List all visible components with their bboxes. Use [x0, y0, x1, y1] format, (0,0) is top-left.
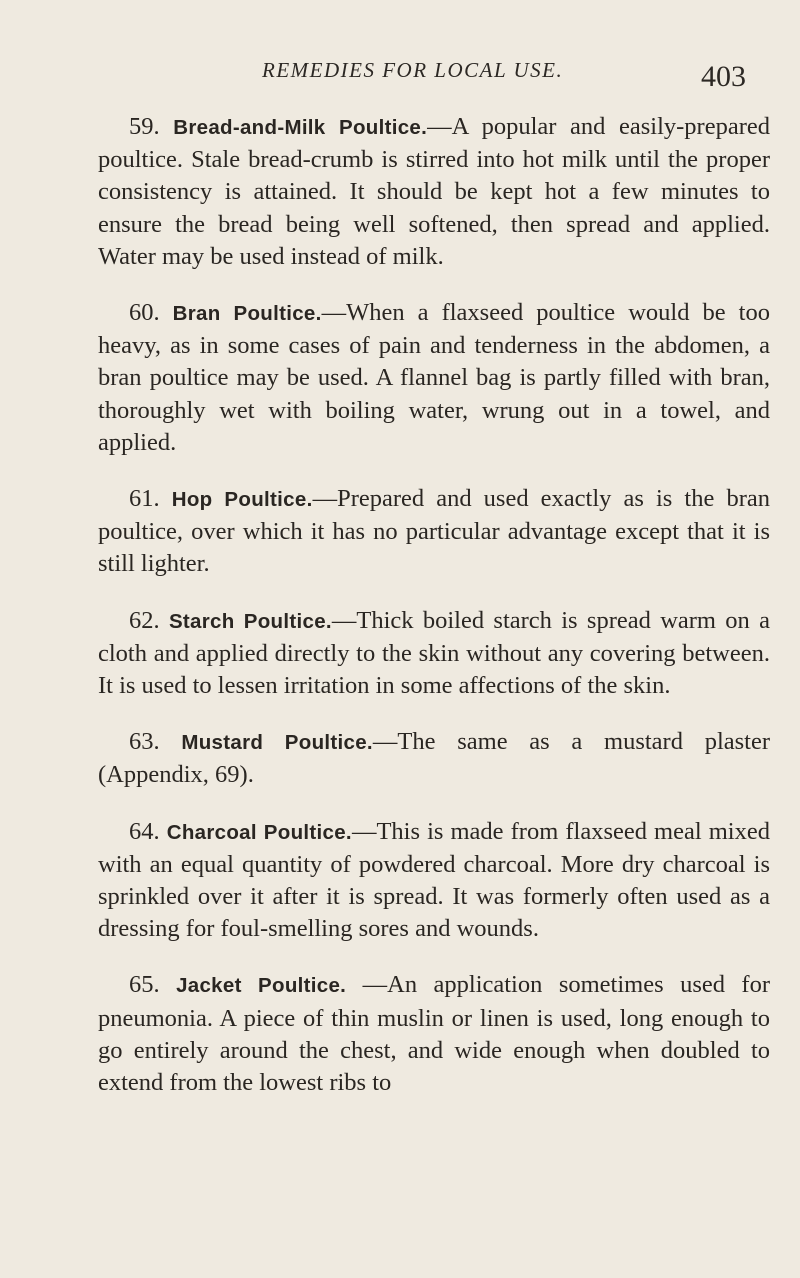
page-body: [98, 111, 770, 1099]
entry-starch-poultice: [98, 605, 770, 703]
running-head: REMEDIES FOR LOCAL USE.: [262, 58, 564, 82]
entry-charcoal-poultice: [98, 816, 770, 946]
entry-number: 59.: [129, 113, 160, 140]
entry-heading: Jacket Poultice.: [176, 974, 347, 998]
entry-number: 65.: [129, 971, 160, 999]
entry-number: 62.: [129, 606, 160, 634]
entry-text: —When a flaxseed poultice would be too heavy, as in some cases of pain and tenderness in the abdomen, a bran poultice may be used. A flannel bag is partly filled with bran, thoroughly wet with boiling water, wrung out in a towel, and applied.: [98, 299, 770, 456]
entry-heading: Starch Poultice.: [168, 609, 332, 633]
entry-heading: Bran Poultice.: [172, 302, 322, 326]
entry-text: —This is made from flaxseed meal mixed with an equal quantity of powdered charcoal. More dry charcoal is sprinkled over it after it is spread. It was formerly often used as a dressing for foul-smelling sores and wounds.: [98, 817, 770, 943]
entry-heading: Mustard Poultice.: [181, 731, 373, 755]
entry-text: —Prepared and used exactly as is the bran poultice, over which it has no particular advantage except that it is still lighter.: [98, 485, 770, 578]
entry-number: 63.: [129, 728, 160, 756]
entry-heading: Bread-and-Milk Poultice.: [173, 116, 428, 139]
entry-text: —Thick boiled starch is spread warm on a cloth and applied directly to the skin without any covering between. It is used to lessen irritation in some affections of the skin.: [98, 606, 770, 700]
entry-hop-poultice: [98, 483, 770, 581]
entry-number: 60.: [129, 299, 160, 327]
entry-number: 61.: [129, 485, 160, 513]
entry-text: —An application sometimes used for pneumonia. A piece of thin muslin or linen is used, long enough to go entirely around the chest, and wide enough when doubled to extend from the lowest ribs to: [98, 971, 770, 1097]
entry-heading: Hop Poultice.: [171, 488, 313, 512]
entry-bran-poultice: [98, 297, 770, 459]
entry-mustard-poultice: [98, 726, 770, 791]
entry-heading: Charcoal Poultice.: [166, 820, 352, 844]
entry-bread-and-milk-poultice: [98, 111, 770, 273]
page-number: 403: [701, 60, 746, 93]
entry-text: —A popular and easily-prepared poultice. Stale bread-crumb is stirred into hot milk until the proper consistency is attained. It should be kept hot a few minutes to ensure the bread being well softened, then spread and applied. Water may be used instead of milk.: [98, 113, 770, 270]
entry-text: —The same as a mustard plaster (Appendix, 69).: [98, 728, 770, 789]
entry-number: 64.: [129, 817, 160, 845]
entry-jacket-poultice: [98, 969, 770, 1099]
